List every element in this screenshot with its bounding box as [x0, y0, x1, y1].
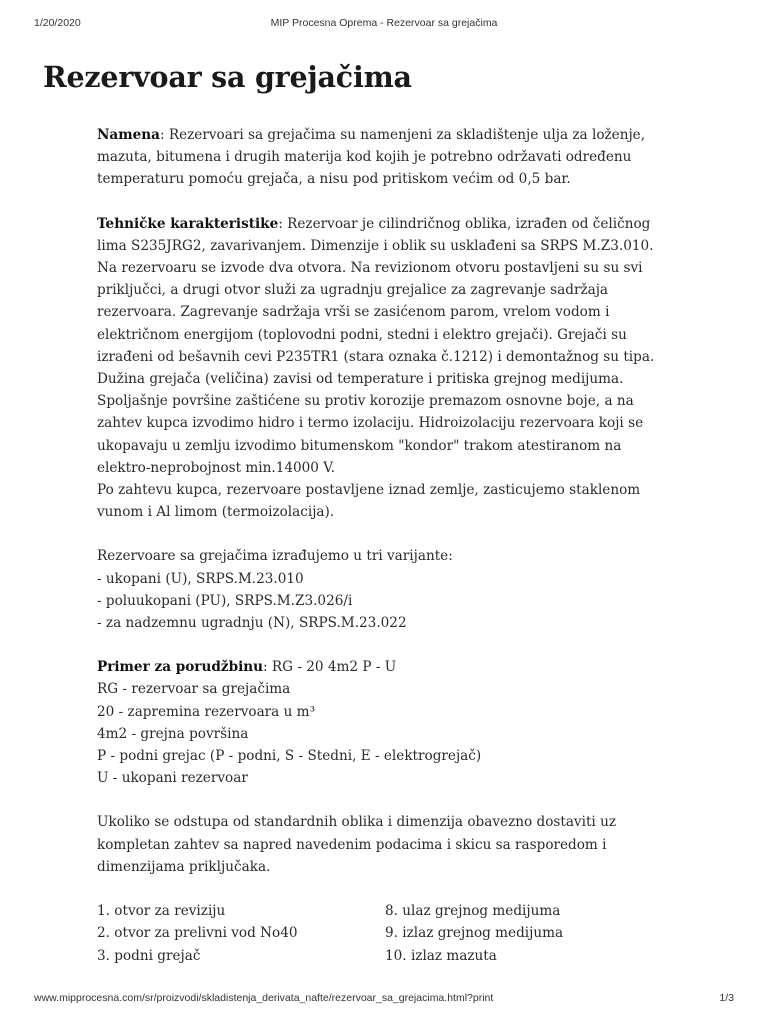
tehnicke-paragraph	[97, 213, 697, 524]
print-header	[34, 17, 734, 33]
varijante-intro: Rezervoare sa grejačima izrađujemo u tri varijante:	[97, 548, 453, 565]
print-url: www.mipprocesna.com/sr/proizvodi/skladistenja_derivata_nafte/rezervoar_sa_grejacima.html?print	[34, 992, 494, 1004]
tehnicke-text-line: Dužina grejača (veličina) zavisi od temperature i pritiska grejnog medijuma.	[97, 371, 624, 388]
primer-line: RG - rezervoar sa grejačima	[97, 681, 291, 698]
namena-paragraph	[97, 124, 697, 191]
namena-text-line: temperaturu pomoću grejača, a nisu pod pritiskom većim od 0,5 bar.	[97, 171, 571, 188]
primer-line: U - ukopani rezervoar	[97, 770, 248, 787]
napomena-line: dimenzijama priključaka.	[97, 858, 271, 875]
tehnicke-text-line: Na rezervoaru se izvode dva otvora. Na revizionom otvoru postavljeni su su svi	[97, 260, 643, 277]
page-number: 1/3	[719, 992, 734, 1004]
tehnicke-text-line: vunom i Al limom (termoizolacija).	[97, 504, 335, 521]
primer-paragraph	[97, 656, 697, 789]
tehnicke-text-line: zahtev kupca izvodimo hidro i termo izolaciju. Hidroizolaciju rezervoara koji se	[97, 415, 644, 432]
namena-label: Namena	[97, 127, 160, 143]
legend-item: 3. podni grejač	[97, 947, 201, 964]
tehnicke-text-line: lima S235JRG2, zavarivanjem. Dimenzije i oblik su usklađeni sa SRPS M.Z3.010.	[97, 237, 654, 254]
varijante-paragraph	[97, 545, 697, 634]
main-content	[97, 124, 697, 966]
primer-value: : RG - 20 4m2 P - U	[263, 659, 397, 676]
tehnicke-label: Tehničke karakteristike	[97, 215, 279, 232]
varijanta-item: - ukopani (U), SRPS.M.23.010	[97, 570, 304, 587]
tehnicke-text-line: rezervoara. Zagrevanje sadržaja vrši se zasićenom parom, vrelom vodom i	[97, 304, 610, 321]
tehnicke-text-line: priključci, a drugi otvor služi za ugradnju grejalice za zagrevanje sadržaja	[97, 282, 609, 299]
namena-text-line: : Rezervoari sa grejačima su namenjeni za skladištenje ulja za loženje,	[159, 127, 646, 143]
legend-item: 1. otvor za reviziju	[97, 903, 226, 920]
print-date: 1/20/2020	[34, 17, 81, 29]
legend-column-left	[97, 900, 298, 967]
primer-line: 4m2 - grejna površina	[97, 725, 249, 742]
primer-line: P - podni grejac (P - podni, S - Stedni, E - elektrogrejač)	[97, 748, 482, 765]
tehnicke-text-line: ukopavaju u zemlju izvodimo bitumenskom "kondor" trakom atestiranom na	[97, 437, 622, 454]
tehnicke-text-line: električnom energijom (toplovodni podni, stedni i elektro grejači). Grejači su	[97, 326, 627, 343]
print-document-title: MIP Procesna Oprema - Rezervoar sa grejačima	[270, 17, 498, 29]
tehnicke-text-line: Spoljašnje površine zaštićene su protiv korozije premazom osnovne boje, a na	[97, 393, 634, 410]
legend-item: 9. izlaz grejnog medijuma	[385, 925, 564, 942]
namena-text-line: mazuta, bitumena i drugih materija kod kojih je potrebno održavati određenu	[97, 149, 632, 166]
tehnicke-text-line: : Rezervoar je cilindričnog oblika, izrađen od čeličnog	[278, 215, 651, 232]
tehnicke-text-line: elektro-neprobojnost min.14000 V.	[97, 459, 336, 476]
legend-item: 8. ulaz grejnog medijuma	[385, 903, 561, 920]
page-title: Rezervoar sa grejačima	[43, 60, 412, 94]
tehnicke-text-line: izrađeni od bešavnih cevi P235TR1 (stara oznaka č.1212) i demontažnog su tipa.	[97, 348, 655, 365]
napomena-line: kompletan zahtev sa napred navedenim podacima i skicu sa rasporedom i	[97, 836, 607, 853]
napomena-line: Ukoliko se odstupa od standardnih oblika i dimenzija obavezno dostaviti uz	[97, 814, 616, 831]
legend-column-right	[385, 900, 563, 967]
varijanta-item: - za nadzemnu ugradnju (N), SRPS.M.23.022	[97, 615, 407, 632]
legend-item: 2. otvor za prelivni vod No40	[97, 925, 298, 942]
napomena-paragraph	[97, 811, 697, 878]
print-footer	[34, 992, 734, 1008]
tehnicke-text-line: Po zahtevu kupca, rezervoare postavljene iznad zemlje, zasticujemo staklenom	[97, 482, 641, 499]
primer-line: 20 - zapremina rezervoara u m³	[97, 703, 316, 720]
varijanta-item: - poluukopani (PU), SRPS.M.Z3.026/i	[97, 592, 353, 609]
legend-item: 10. izlaz mazuta	[385, 947, 497, 964]
primer-label: Primer za porudžbinu	[97, 659, 264, 676]
legend-list	[97, 900, 697, 966]
